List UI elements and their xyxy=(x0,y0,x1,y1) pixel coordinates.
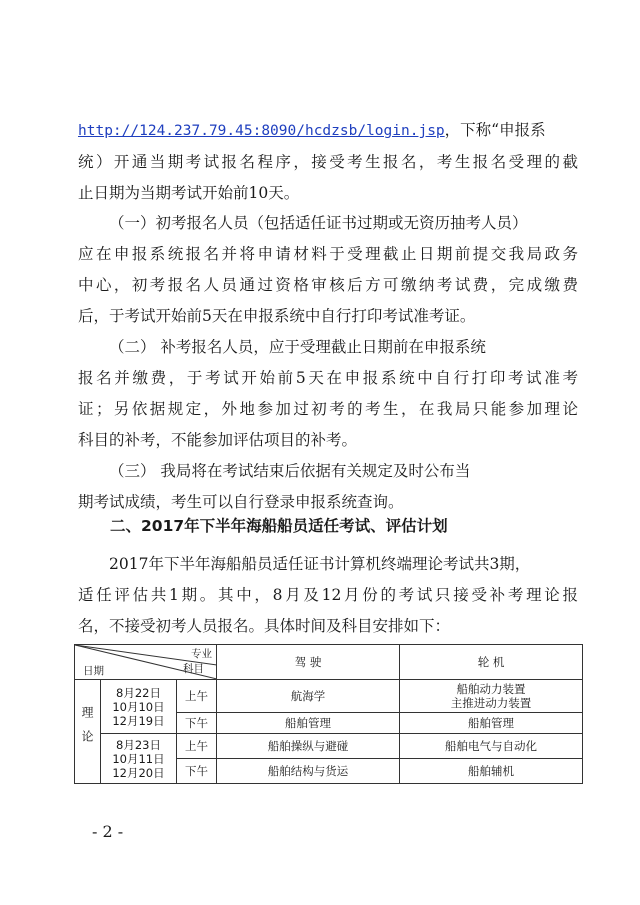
header-date-label: 日期 xyxy=(83,665,104,677)
para1-line-2: 应在申报系统报名并将申请材料于受理截止日期前提交我局政务 xyxy=(78,245,578,263)
para2-line-4: 科目的补考，不能参加评估项目的补考。 xyxy=(78,431,358,449)
para1-line-1: （一）初考报名人员（包括适任证书过期或无资历抽考人员） xyxy=(109,214,528,232)
period-cell: 下午 xyxy=(177,713,217,734)
engine-subject-cell: 船舶电气与自动化 xyxy=(400,734,583,759)
intro-paragraph xyxy=(78,115,578,209)
intro-line-1 xyxy=(78,115,578,147)
engine-subject-text: 主推进动力装置 xyxy=(450,696,532,710)
header-deck-column: 驾 驶 xyxy=(217,645,400,680)
header-subject-label: 科目 xyxy=(183,663,205,675)
engine-subject-cell xyxy=(400,680,583,713)
engine-subject-cell: 船舶管理 xyxy=(400,713,583,734)
date-text: 12月19日 xyxy=(112,713,165,728)
results-paragraph xyxy=(78,456,578,518)
period-cell: 上午 xyxy=(177,680,217,713)
date-group-cell xyxy=(101,734,177,784)
schedule-paragraph xyxy=(78,549,578,642)
section-heading: 二、2017年下半年海船船员适任考试、评估计划 xyxy=(110,517,448,535)
header-engine-column: 轮 机 xyxy=(400,645,583,680)
retake-exam-paragraph xyxy=(78,332,578,456)
category-cell xyxy=(75,680,101,784)
para3-line-2: 期考试成绩，考生可以自行登录申报系统查询。 xyxy=(78,493,404,511)
period-cell: 上午 xyxy=(177,734,217,759)
para3-line-1: （三） 我局将在考试结束后依据有关规定及时公布当 xyxy=(109,462,471,480)
deck-subject-cell: 船舶管理 xyxy=(217,713,400,734)
engine-subject-cell: 船舶辅机 xyxy=(400,759,583,784)
initial-exam-paragraph xyxy=(78,208,578,332)
diagonal-header-cell xyxy=(75,645,217,680)
para4-line-2: 适任评估共1期。其中，8月及12月份的考试只接受补考理论报 xyxy=(78,586,578,604)
header-major-label: 专业 xyxy=(191,648,213,660)
date-text: 10月10日 xyxy=(112,699,165,714)
para4-line-1: 2017年下半年海船船员适任证书计算机终端理论考试共3期， xyxy=(109,555,531,573)
period-cell: 下午 xyxy=(177,759,217,784)
table-header-row xyxy=(75,645,583,680)
table-row xyxy=(75,734,583,759)
deck-subject-cell: 船舶结构与货运 xyxy=(217,759,400,784)
para4-line-3: 名，不接受初考人员报名。具体时间及科目安排如下： xyxy=(78,617,451,635)
para2-line-2: 报名并缴费，于考试开始前5天在申报系统中自行打印考试准考 xyxy=(78,369,578,387)
page-number: - 2 - xyxy=(92,822,124,841)
engine-subject-text: 船舶动力装置 xyxy=(456,682,526,696)
date-text: 8月22日 xyxy=(116,685,161,700)
declaration-system-link[interactable]: http://124.237.79.45:8090/hcdzsb/login.jsp xyxy=(78,123,445,139)
table-row xyxy=(75,680,583,713)
deck-subject-cell: 船舶操纵与避碰 xyxy=(217,734,400,759)
date-group-cell xyxy=(101,680,177,734)
intro-line-3: 止日期为当期考试开始前10天。 xyxy=(78,184,300,202)
para2-line-3: 证；另依据规定，外地参加过初考的考生，在我局只能参加理论 xyxy=(78,400,578,418)
para1-line-3: 中心，初考报名人员通过资格审核后方可缴纳考试费，完成缴费 xyxy=(78,276,578,294)
deck-subject-cell: 航海学 xyxy=(217,680,400,713)
para2-line-1: （二） 补考报名人员，应于受理截止日期前在申报系统 xyxy=(109,338,486,356)
date-text: 12月20日 xyxy=(112,765,165,780)
para1-line-4: 后，于考试开始前5天在申报系统中自行打印考试准考证。 xyxy=(78,307,476,325)
intro-line-1-text: ，下称“申报系 xyxy=(444,121,546,139)
intro-line-2: 统）开通当期考试报名程序，接受考生报名，考生报名受理的截 xyxy=(78,153,578,171)
date-text: 8月23日 xyxy=(116,737,161,752)
exam-schedule-table xyxy=(74,644,583,784)
category-label: 理论 xyxy=(80,706,94,754)
date-text: 10月11日 xyxy=(112,751,165,766)
